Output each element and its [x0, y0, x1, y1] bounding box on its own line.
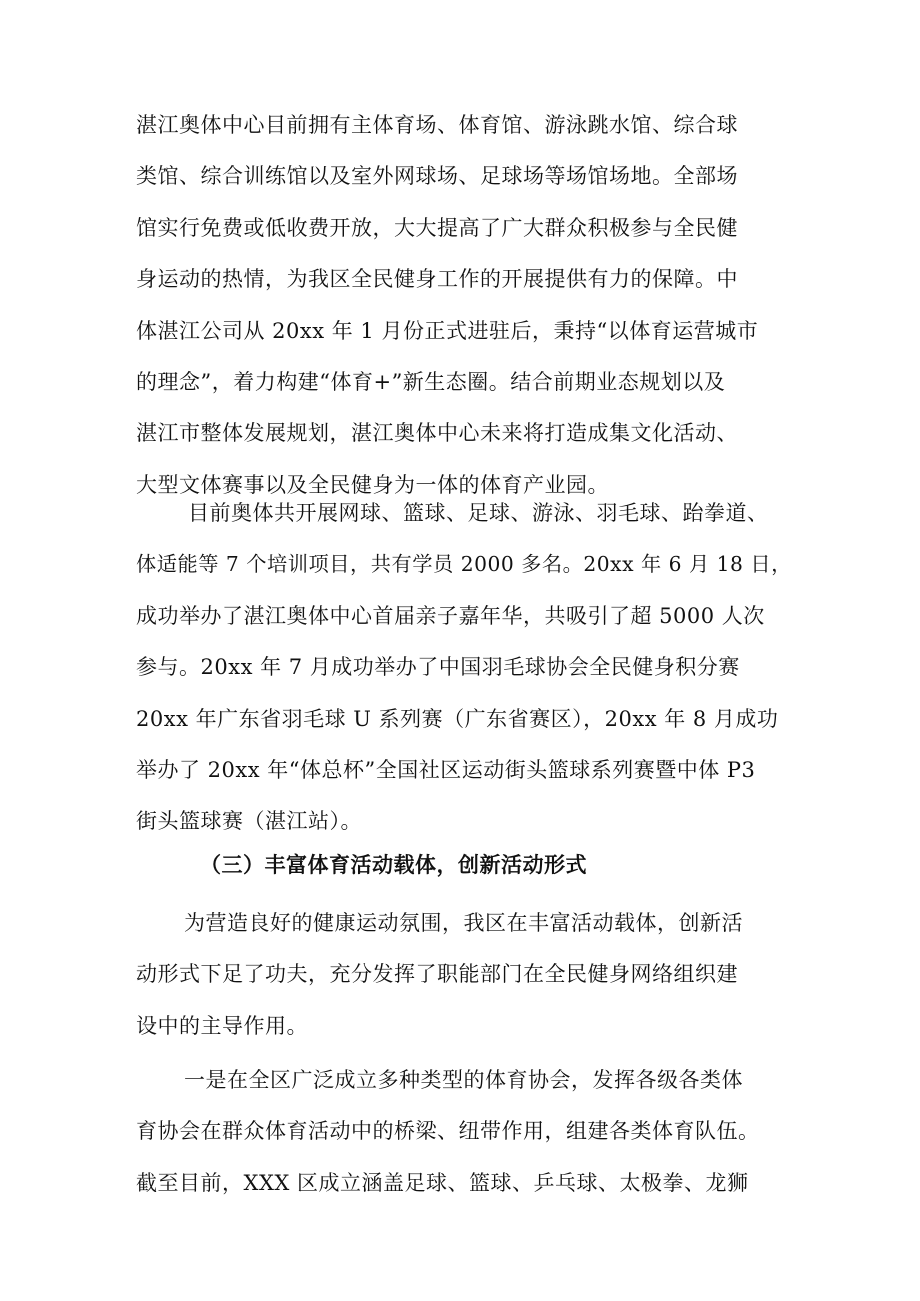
paragraph-2: [136, 488, 796, 848]
paragraph-4: [136, 1055, 796, 1209]
paragraph-line: 育协会在群众体育活动中的桥梁、纽带作用，组建各类体育队伍。: [136, 1119, 760, 1144]
paragraph-line: 举办了 20xx 年“体总杯”全国社区运动街头篮球系列赛暨中体 P3: [136, 757, 756, 782]
paragraph-line: 湛江奥体中心目前拥有主体育场、体育馆、游泳跳水馆、综合球: [136, 113, 738, 137]
paragraph-line: 馆实行免费或低收费开放，大大提高了广大群众积极参与全民健: [136, 215, 738, 240]
paragraph-line: 目前奥体共开展网球、篮球、足球、游泳、羽毛球、跆拳道、: [188, 501, 769, 525]
paragraph-line: 20xx 年广东省羽毛球 U 系列赛（广东省赛区），20xx 年 8 月成功: [136, 706, 779, 731]
section-heading: （三）丰富体育活动载体，创新活动形式: [200, 853, 587, 877]
paragraph-1: [136, 100, 796, 511]
paragraph-line: 截至目前，XXX 区成立涵盖足球、篮球、乒乓球、太极拳、龙狮: [136, 1170, 749, 1195]
paragraph-line: 参与。20xx 年 7 月成功举办了中国羽毛球协会全民健身积分赛: [136, 655, 740, 680]
paragraph-line: 动形式下足了功夫，充分发挥了职能部门在全民健身网络组织建: [136, 962, 738, 987]
paragraph-line: 大型文体赛事以及全民健身为一体的体育产业园。: [136, 472, 609, 497]
paragraph-line: 为营造良好的健康运动氛围，我区在丰富活动载体，创新活: [184, 911, 743, 935]
paragraph-line: 一是在全区广泛成立多种类型的体育协会，发挥各级各类体: [184, 1068, 743, 1092]
paragraph-line: 湛江市整体发展规划，湛江奥体中心未来将打造成集文化活动、: [136, 421, 738, 446]
paragraph-line: 成功举办了湛江奥体中心首届亲子嘉年华，共吸引了超 5000 人次: [136, 603, 765, 628]
paragraph-line: 身运动的热情，为我区全民健身工作的开展提供有力的保障。中: [136, 267, 738, 292]
paragraph-line: 的理念”，着力构建“体育+”新生态圈。结合前期业态规划以及: [136, 369, 726, 394]
paragraph-3: [136, 898, 796, 1052]
paragraph-line: 体湛江公司从 20xx 年 1 月份正式进驻后，秉持“以体育运营城市: [136, 318, 759, 343]
paragraph-line: 设中的主导作用。: [136, 1013, 308, 1038]
paragraph-line: 体适能等 7 个培训项目，共有学员 2000 多名。20xx 年 6 月 18 日，: [136, 552, 792, 577]
paragraph-line: 类馆、综合训练馆以及室外网球场、足球场等场馆场地。全部场: [136, 164, 738, 189]
paragraph-line: 街头篮球赛（湛江站）。: [136, 809, 362, 834]
